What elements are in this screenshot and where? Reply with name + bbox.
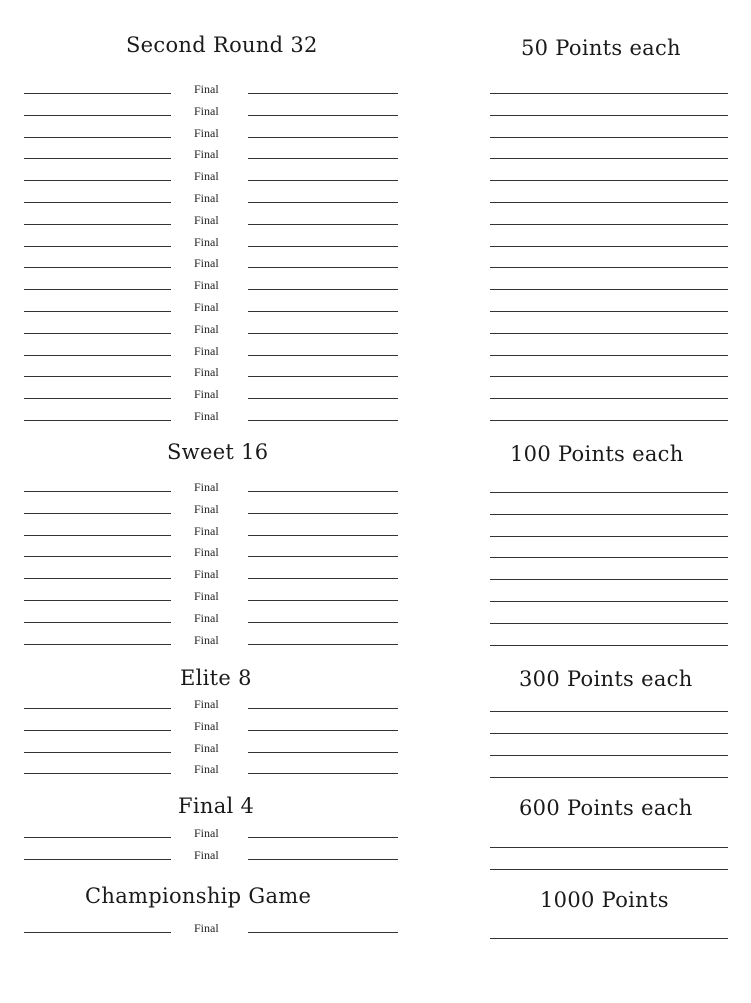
- game-row: [0, 298, 751, 318]
- team-b-line[interactable]: [248, 355, 398, 356]
- points-line[interactable]: [490, 246, 728, 247]
- second-round-32-points-label: 50 Points each: [521, 36, 681, 60]
- team-b-line[interactable]: [248, 180, 398, 181]
- final-label: Final: [194, 300, 219, 314]
- points-line[interactable]: [490, 93, 728, 94]
- game-row: [0, 522, 751, 542]
- team-a-line[interactable]: [24, 644, 171, 645]
- team-a-line[interactable]: [24, 398, 171, 399]
- final-label: Final: [194, 278, 219, 293]
- game-row: [0, 233, 751, 253]
- second-round-32-title: Second Round 32: [126, 33, 318, 57]
- game-row: [0, 695, 751, 715]
- game-row: [0, 124, 751, 144]
- points-line[interactable]: [490, 224, 728, 225]
- team-a-line[interactable]: [24, 224, 171, 225]
- team-b-line[interactable]: [248, 932, 398, 933]
- final-label: Final: [194, 501, 219, 516]
- team-a-line[interactable]: [24, 491, 171, 492]
- team-b-line[interactable]: [248, 333, 398, 334]
- game-row: [0, 565, 751, 585]
- final-4-title: Final 4: [178, 794, 255, 818]
- team-b-line[interactable]: [248, 730, 398, 731]
- game-row: [0, 631, 751, 651]
- points-line[interactable]: [490, 847, 728, 848]
- team-a-line[interactable]: [24, 600, 171, 601]
- team-a-line[interactable]: [24, 859, 171, 860]
- team-b-line[interactable]: [248, 202, 398, 203]
- game-row: [0, 500, 751, 520]
- final-label: Final: [194, 191, 219, 205]
- final-label: Final: [194, 169, 219, 184]
- final-label: Final: [194, 212, 219, 227]
- final-label: Final: [194, 125, 219, 140]
- points-line[interactable]: [490, 158, 728, 159]
- team-a-line[interactable]: [24, 708, 171, 709]
- team-a-line[interactable]: [24, 311, 171, 312]
- sweet-16-title: Sweet 16: [167, 440, 269, 464]
- team-a-line[interactable]: [24, 730, 171, 731]
- championship-points-label: 1000 Points: [540, 888, 669, 912]
- points-line[interactable]: [490, 733, 728, 734]
- points-line[interactable]: [490, 711, 728, 712]
- final-label: Final: [194, 321, 219, 336]
- points-line[interactable]: [490, 398, 728, 399]
- points-line[interactable]: [490, 492, 728, 493]
- points-line[interactable]: [490, 289, 728, 290]
- team-a-line[interactable]: [24, 246, 171, 247]
- final-label: Final: [194, 610, 219, 625]
- game-row: [0, 189, 751, 209]
- game-row: [0, 145, 751, 165]
- team-a-line[interactable]: [24, 622, 171, 623]
- team-a-line[interactable]: [24, 773, 171, 774]
- team-a-line[interactable]: [24, 535, 171, 536]
- team-b-line[interactable]: [248, 289, 398, 290]
- game-row: [0, 846, 751, 866]
- points-line[interactable]: [490, 311, 728, 312]
- team-a-line[interactable]: [24, 513, 171, 514]
- team-b-line[interactable]: [248, 837, 398, 838]
- elite-8-title: Elite 8: [180, 666, 252, 690]
- team-b-line[interactable]: [248, 224, 398, 225]
- game-row: [0, 320, 751, 340]
- points-line[interactable]: [490, 355, 728, 356]
- game-row: [0, 342, 751, 362]
- final-label: Final: [194, 826, 219, 840]
- points-line[interactable]: [490, 333, 728, 334]
- points-line[interactable]: [490, 420, 728, 421]
- points-line[interactable]: [490, 376, 728, 377]
- final-label: Final: [194, 82, 219, 96]
- team-b-line[interactable]: [248, 556, 398, 557]
- game-row: [0, 385, 751, 405]
- points-line[interactable]: [490, 645, 728, 646]
- team-b-line[interactable]: [248, 578, 398, 579]
- points-line[interactable]: [490, 777, 728, 778]
- team-b-line[interactable]: [248, 246, 398, 247]
- game-row: [0, 80, 751, 100]
- team-a-line[interactable]: [24, 267, 171, 268]
- team-b-line[interactable]: [248, 773, 398, 774]
- game-row: [0, 407, 751, 427]
- team-a-line[interactable]: [24, 932, 171, 933]
- game-row: [0, 824, 751, 844]
- team-b-line[interactable]: [248, 311, 398, 312]
- game-row: [0, 478, 751, 498]
- team-b-line[interactable]: [248, 158, 398, 159]
- team-a-line[interactable]: [24, 376, 171, 377]
- team-a-line[interactable]: [24, 556, 171, 557]
- points-line[interactable]: [490, 755, 728, 756]
- game-row: [0, 609, 751, 629]
- team-a-line[interactable]: [24, 578, 171, 579]
- final-label: Final: [194, 480, 219, 494]
- final-label: Final: [194, 718, 219, 733]
- team-b-line[interactable]: [248, 513, 398, 514]
- final-label: Final: [194, 762, 219, 777]
- points-line[interactable]: [490, 137, 728, 138]
- team-b-line[interactable]: [248, 600, 398, 601]
- game-row: [0, 167, 751, 187]
- team-a-line[interactable]: [24, 202, 171, 203]
- final-label: Final: [194, 147, 219, 162]
- team-a-line[interactable]: [24, 752, 171, 753]
- team-b-line[interactable]: [248, 491, 398, 492]
- team-b-line[interactable]: [248, 622, 398, 623]
- team-b-line[interactable]: [248, 859, 398, 860]
- final-label: Final: [194, 697, 219, 711]
- final-label: Final: [194, 921, 219, 935]
- team-a-line[interactable]: [24, 93, 171, 94]
- team-b-line[interactable]: [248, 267, 398, 268]
- sweet-16-points-label: 100 Points each: [510, 442, 684, 466]
- team-a-line[interactable]: [24, 420, 171, 421]
- elite-8-points-label: 300 Points each: [519, 667, 693, 691]
- points-line[interactable]: [490, 202, 728, 203]
- points-line[interactable]: [490, 514, 728, 515]
- final-label: Final: [194, 365, 219, 380]
- team-a-line[interactable]: [24, 355, 171, 356]
- final-label: Final: [194, 847, 219, 862]
- final-label: Final: [194, 740, 219, 755]
- points-line[interactable]: [490, 579, 728, 580]
- team-a-line[interactable]: [24, 289, 171, 290]
- game-row: [0, 276, 751, 296]
- championship-title: Championship Game: [85, 884, 312, 908]
- final-4-points-label: 600 Points each: [519, 796, 693, 820]
- points-line[interactable]: [490, 938, 728, 939]
- points-line[interactable]: [490, 557, 728, 558]
- team-b-line[interactable]: [248, 137, 398, 138]
- points-line[interactable]: [490, 623, 728, 624]
- team-a-line[interactable]: [24, 115, 171, 116]
- team-b-line[interactable]: [248, 752, 398, 753]
- team-b-line[interactable]: [248, 708, 398, 709]
- team-a-line[interactable]: [24, 137, 171, 138]
- team-b-line[interactable]: [248, 398, 398, 399]
- team-a-line[interactable]: [24, 333, 171, 334]
- team-b-line[interactable]: [248, 115, 398, 116]
- final-label: Final: [194, 343, 219, 358]
- points-line[interactable]: [490, 115, 728, 116]
- final-label: Final: [194, 387, 219, 402]
- points-line[interactable]: [490, 536, 728, 537]
- points-line[interactable]: [490, 180, 728, 181]
- final-label: Final: [194, 234, 219, 249]
- final-label: Final: [194, 545, 219, 560]
- team-b-line[interactable]: [248, 93, 398, 94]
- final-label: Final: [194, 103, 219, 118]
- game-row: [0, 211, 751, 231]
- team-b-line[interactable]: [248, 376, 398, 377]
- team-b-line[interactable]: [248, 535, 398, 536]
- final-label: Final: [194, 409, 219, 423]
- game-row: [0, 919, 751, 939]
- points-line[interactable]: [490, 601, 728, 602]
- team-a-line[interactable]: [24, 180, 171, 181]
- team-b-line[interactable]: [248, 644, 398, 645]
- game-row: [0, 543, 751, 563]
- game-row: [0, 102, 751, 122]
- game-row: [0, 254, 751, 274]
- points-line[interactable]: [490, 267, 728, 268]
- team-a-line[interactable]: [24, 837, 171, 838]
- final-label: Final: [194, 589, 219, 603]
- final-label: Final: [194, 567, 219, 582]
- game-row: [0, 587, 751, 607]
- points-line[interactable]: [490, 869, 728, 870]
- team-b-line[interactable]: [248, 420, 398, 421]
- team-a-line[interactable]: [24, 158, 171, 159]
- final-label: Final: [194, 256, 219, 271]
- final-label: Final: [194, 523, 219, 538]
- game-row: [0, 363, 751, 383]
- final-label: Final: [194, 632, 219, 647]
